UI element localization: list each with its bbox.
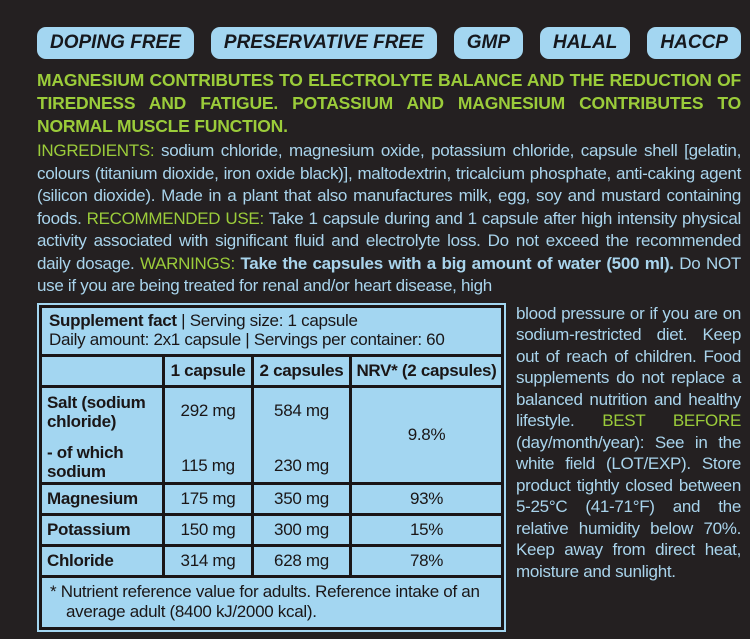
warnings-label: WARNINGS: (140, 253, 235, 273)
lower-content (37, 303, 741, 632)
badge-haccp: HACCP (647, 27, 741, 59)
table-row-chloride (42, 547, 501, 575)
magnesium-1-capsule-value: 175 mg (165, 485, 251, 513)
ingredients-label: INGREDIENTS: (37, 141, 155, 160)
table-row-salt (42, 388, 501, 482)
salt-2-capsules-value: 584 mg (274, 400, 329, 420)
side-text-part1: blood pressure or if you are on sodium-restricted diet. Keep out of reach of children. Food supplements do not replace a balanced nutrition and healthy lifestyle. (516, 303, 741, 430)
recommended-use-label: RECOMMENDED USE: (86, 208, 264, 228)
best-before-label: BEST BEFORE (602, 411, 741, 430)
column-header-1-capsule: 1 capsule (165, 357, 251, 385)
salt-label: Salt (sodium chloride) (47, 392, 146, 431)
supplement-facts-table (37, 303, 506, 632)
badge-halal: HALAL (540, 27, 630, 59)
potassium-label: Potassium (42, 516, 162, 544)
salt-label-cell (42, 388, 162, 482)
chloride-label: Chloride (42, 547, 162, 575)
storage-warning-text (516, 303, 741, 583)
badge-doping-free: DOPING FREE (37, 27, 194, 59)
chloride-nrv-value: 78% (352, 547, 501, 575)
ingredients-paragraph (37, 140, 741, 298)
magnesium-nrv-value: 93% (352, 485, 501, 513)
side-text-part2: (day/month/year): See in the white field (LOT/EXP). Store product tightly closed between 5-25°C (41-71°F) and the relative humidity below 70%. Keep away from direct heat, moisture and sunlight. (516, 432, 741, 581)
potassium-1-capsule-value: 150 mg (165, 516, 251, 544)
magnesium-2-capsules-value: 350 mg (254, 485, 349, 513)
salt-nrv-value: 9.8% (352, 388, 501, 482)
salt-1-capsule-cell (165, 388, 251, 482)
potassium-nrv-value: 15% (352, 516, 501, 544)
salt-1-capsule-value: 292 mg (180, 400, 236, 420)
sodium-label: - of which sodium (47, 442, 124, 481)
badge-row (37, 27, 741, 59)
chloride-1-capsule-value: 314 mg (165, 547, 251, 575)
table-footnote: * Nutrient reference value for adults. Reference intake of an average adult (8400 kJ/2000 kcal). (42, 578, 501, 627)
table-title (42, 308, 501, 354)
sodium-2-capsules-value: 230 mg (274, 455, 329, 475)
magnesium-label: Magnesium (42, 485, 162, 513)
column-header-2-capsules: 2 capsules (254, 357, 349, 385)
table-subtitle: Daily amount: 2x1 capsule | Servings per container: 60 (49, 330, 445, 349)
table-row-magnesium (42, 485, 501, 513)
recommended-use-text: Take 1 capsule during and 1 capsule after high intensity physical activity associated with significant fluid and electrolyte loss. Do not exceed the recommended daily dosage. (37, 208, 741, 273)
badge-gmp: GMP (454, 27, 523, 59)
warnings-bold-text: Take the capsules with a big amount of water (500 ml). (234, 253, 674, 273)
potassium-2-capsules-value: 300 mg (254, 516, 349, 544)
salt-2-capsules-cell (254, 388, 349, 482)
warnings-text: Do NOT use if you are being treated for renal and/or heart disease, high (37, 253, 741, 295)
table-row-potassium (42, 516, 501, 544)
sodium-1-capsule-value: 115 mg (181, 455, 235, 475)
ingredients-text: sodium chloride, magnesium oxide, potassium chloride, capsule shell [gelatin, colours (titanium dioxide, iron oxide black)], maltodextrin, tricalcium phosphate, anti-caking agent (silicon dioxide). Made in a plant that also manufactures milk, egg, soy and mustard containing foods. (37, 141, 741, 228)
table-title-rest: | Serving size: 1 capsule (176, 310, 358, 330)
badge-preservative-free: PRESERVATIVE FREE (211, 27, 437, 59)
table-title-bold: Supplement fact (49, 310, 177, 330)
chloride-2-capsules-value: 628 mg (254, 547, 349, 575)
column-header-nrv: NRV* (2 capsules) (352, 357, 501, 385)
health-claim-text: MAGNESIUM CONTRIBUTES TO ELECTROLYTE BALANCE AND THE REDUCTION OF TIREDNESS AND FATIGUE. POTASSIUM AND MAGNESIUM CONTRIBUTES TO NORMAL MUSCLE FUNCTION. (37, 70, 741, 136)
column-header-blank (42, 357, 162, 385)
